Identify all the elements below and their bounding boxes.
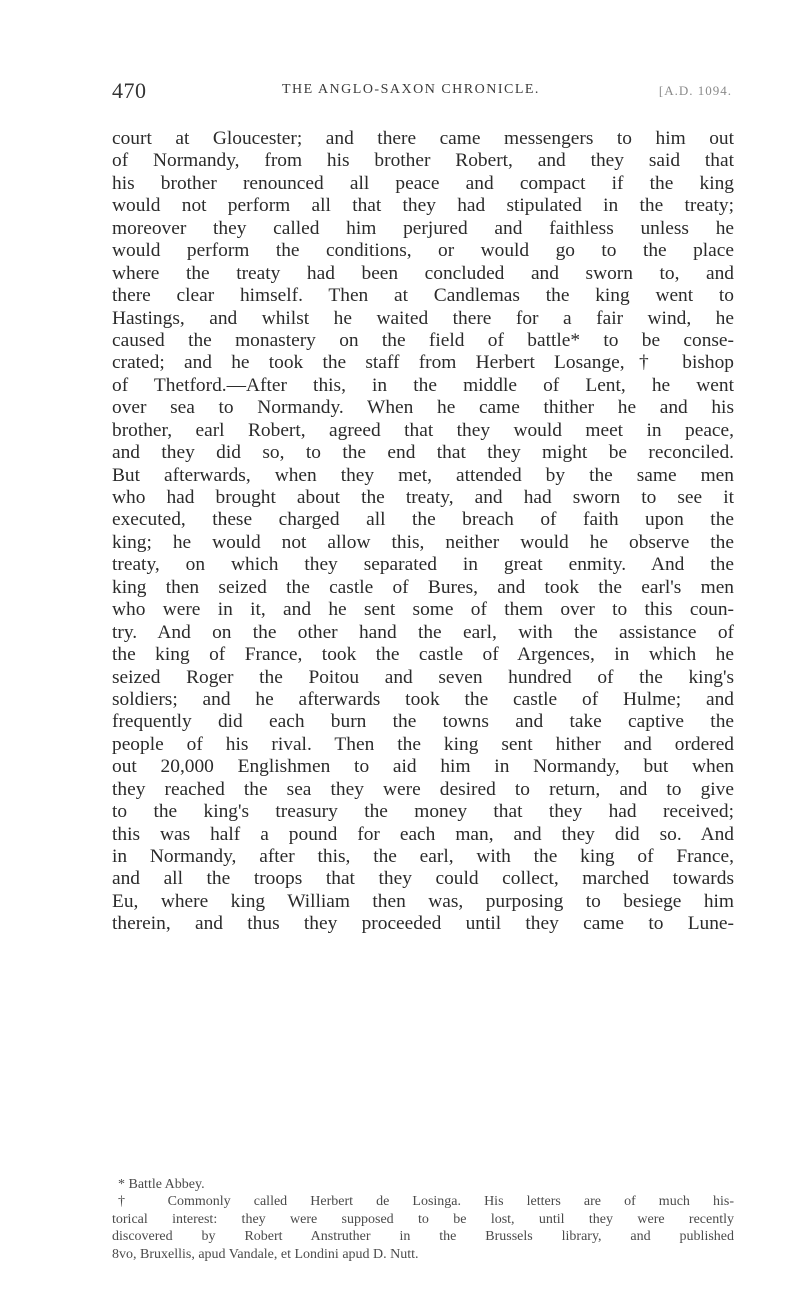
body-line: But afterwards, when they met, attended by the same men	[112, 464, 734, 486]
body-line: king then seized the castle of Bures, and took the earl's men	[112, 576, 734, 598]
body-line: they reached the sea they were desired to return, and to give	[112, 778, 734, 800]
body-line: over sea to Normandy. When he came thither he and his	[112, 397, 734, 419]
year-marker: [A.D. 1094.	[658, 83, 732, 98]
body-line: people of his rival. Then the king sent hither and ordered	[112, 733, 734, 755]
body-line: of Thetford.—After this, in the middle of Lent, he went	[112, 374, 734, 396]
body-line: who were in it, and he sent some of them over to this coun-	[112, 599, 734, 621]
body-line: court at Gloucester; and there came messengers to him out	[112, 128, 734, 149]
footnotes	[112, 1176, 734, 1263]
body-line: crated; and he took the staff from Herbert Losange,† bishop	[112, 352, 734, 374]
footnote-line: discovered by Robert Anstruther in the Brussels library, and published	[112, 1229, 734, 1245]
running-title: THE ANGLO-SAXON CHRONICLE.	[282, 82, 540, 97]
body-line: soldiers; and he afterwards took the castle of Hulme; and	[112, 688, 734, 710]
page-number: 470	[112, 78, 147, 103]
body-line: the king of France, took the castle of Argences, in which he	[112, 644, 734, 666]
body-line: of Normandy, from his brother Robert, and they said that	[112, 150, 734, 172]
footnote-line: torical interest: they were supposed to be lost, until they were recently	[112, 1211, 734, 1227]
body-text	[112, 128, 734, 936]
body-line: Eu, where king William then was, purposing to besiege him	[112, 890, 734, 912]
body-line: Hastings, and whilst he waited there for a fair wind, he	[112, 307, 734, 329]
body-line: where the treaty had been concluded and sworn to, and	[112, 262, 734, 284]
body-line: moreover they called him perjured and faithless unless he	[112, 217, 734, 239]
body-line: there clear himself. Then at Candlemas the king went to	[112, 285, 734, 307]
body-line: king; he would not allow this, neither would he observe the	[112, 531, 734, 553]
body-line: treaty, on which they separated in great enmity. And the	[112, 554, 734, 576]
body-line: and they did so, to the end that they might be reconciled.	[112, 442, 734, 464]
body-line: frequently did each burn the towns and take captive the	[112, 711, 734, 733]
footnote-line: * Battle Abbey.	[118, 1177, 205, 1192]
body-line: who had brought about the treaty, and had sworn to see it	[112, 487, 734, 508]
body-line: try. And on the other hand the earl, with the assistance of	[112, 621, 734, 643]
body-line: his brother renounced all peace and compact if the king	[112, 172, 734, 194]
running-head	[112, 78, 732, 104]
body-line: would perform the conditions, or would go to the place	[112, 240, 734, 262]
body-line: executed, these charged all the breach of faith upon the	[112, 509, 734, 531]
body-line: in Normandy, after this, the earl, with the king of France,	[112, 846, 734, 867]
footnote-line: 8vo, Bruxellis, apud Vandale, et Londini apud D. Nutt.	[112, 1246, 419, 1262]
body-line: out 20,000 Englishmen to aid him in Normandy, but when	[112, 756, 734, 778]
body-line: caused the monastery on the field of battle* to be conse-	[112, 329, 734, 351]
body-line: therein, and thus they proceeded until they came to Lune-	[112, 913, 734, 935]
body-line: would not perform all that they had stipulated in the treaty;	[112, 195, 734, 217]
footnote-line: † Commonly called Herbert de Losinga. His letters are of much his-	[118, 1194, 734, 1210]
body-line: and all the troops that they could collect, marched towards	[112, 868, 734, 890]
body-line: to the king's treasury the money that they had received;	[112, 801, 734, 823]
body-line: this was half a pound for each man, and they did so. And	[112, 823, 734, 845]
body-line: brother, earl Robert, agreed that they would meet in peace,	[112, 419, 734, 441]
body-line: seized Roger the Poitou and seven hundred of the king's	[112, 666, 734, 688]
